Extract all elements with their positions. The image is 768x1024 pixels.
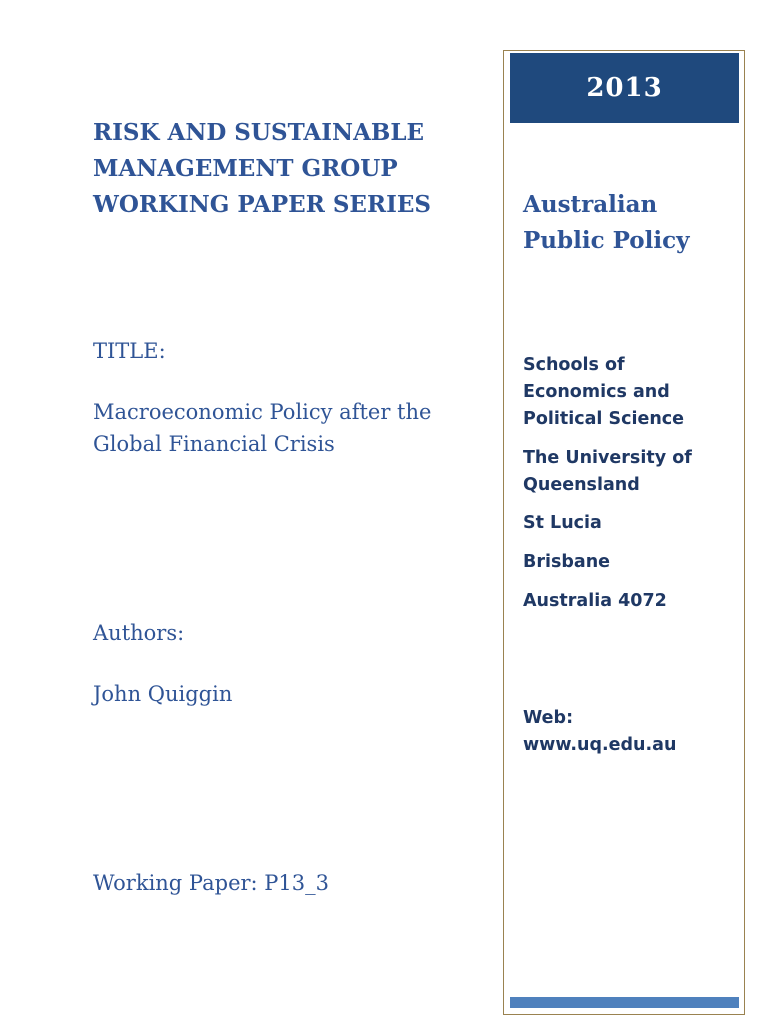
cover-left-column	[93, 0, 483, 1024]
web-contact	[523, 705, 676, 759]
web-url: www.uq.edu.au	[523, 735, 677, 755]
schools-line-3: Political Science	[523, 409, 685, 429]
series-title	[93, 115, 431, 223]
working-paper-number: Working Paper: P13_3	[93, 871, 330, 895]
policy-title-line-1: Australian	[523, 191, 658, 218]
schools-name	[523, 352, 684, 433]
paper-title-line-2: Global Financial Crisis	[93, 432, 335, 456]
year-banner	[510, 53, 739, 123]
series-title-line-2: MANAGEMENT GROUP	[93, 155, 398, 182]
address-suburb: St Lucia	[523, 513, 602, 533]
university-name	[523, 445, 692, 499]
authors-label: Authors:	[93, 621, 185, 645]
address-city: Brisbane	[523, 552, 611, 572]
author-name: John Quiggin	[93, 682, 233, 706]
title-label: TITLE:	[93, 339, 166, 363]
policy-title	[523, 187, 689, 259]
address-country: Australia 4072	[523, 591, 667, 611]
schools-line-2: Economics and	[523, 382, 670, 402]
series-title-line-1: RISK AND SUSTAINABLE	[93, 119, 425, 146]
web-label: Web:	[523, 708, 574, 728]
cover-side-panel	[503, 50, 745, 1015]
university-line-2: Queensland	[523, 475, 640, 495]
year-text: 2013	[586, 73, 663, 103]
bottom-accent-bar	[510, 997, 739, 1008]
university-line-1: The University of	[523, 448, 692, 468]
paper-title-line-1: Macroeconomic Policy after the	[93, 400, 432, 424]
schools-line-1: Schools of	[523, 355, 625, 375]
policy-title-line-2: Public Policy	[523, 227, 690, 254]
series-title-line-3: WORKING PAPER SERIES	[93, 191, 431, 218]
paper-title	[93, 396, 431, 460]
